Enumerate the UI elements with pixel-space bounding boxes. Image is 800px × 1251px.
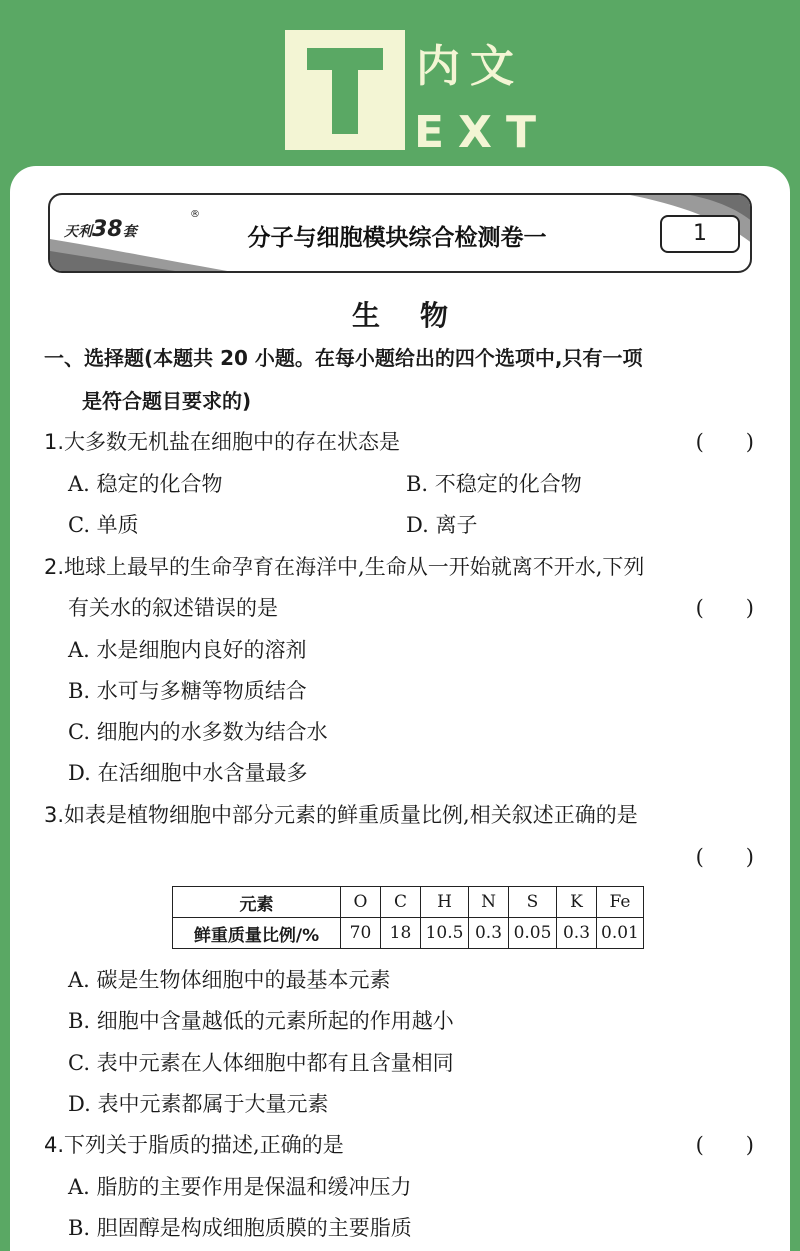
table-cell: Fe — [597, 887, 644, 918]
option-2d: D. 在活细胞中水含量最多 — [68, 761, 308, 785]
table-cell: N — [469, 887, 509, 918]
option-1a: A. 稳定的化合物 — [68, 472, 223, 496]
option-1b: B. 不稳定的化合物 — [406, 472, 582, 496]
table-cell: H — [421, 887, 469, 918]
table-cell: 18 — [381, 918, 421, 949]
registered-mark: ® — [190, 209, 200, 220]
table-header-element: 元素 — [173, 887, 341, 918]
option-2b: B. 水可与多糖等物质结合 — [68, 679, 307, 703]
answer-blank-2: ( ) — [695, 596, 754, 620]
table-cell: 0.3 — [469, 918, 509, 949]
option-1c: C. 单质 — [68, 513, 139, 537]
question-3: 3.如表是植物细胞中部分元素的鲜重质量比例,相关叙述正确的是 — [44, 803, 638, 827]
table-cell: S — [509, 887, 557, 918]
exam-banner — [48, 193, 752, 273]
option-4b: B. 胆固醇是构成细胞质膜的主要脂质 — [68, 1216, 412, 1240]
option-1d: D. 离子 — [406, 513, 478, 537]
t-logo-letter — [307, 48, 383, 70]
exam-number-badge: 1 — [660, 215, 740, 253]
table-cell: 0.05 — [509, 918, 557, 949]
option-3c: C. 表中元素在人体细胞中都有且含量相同 — [68, 1051, 454, 1075]
question-2: 2.地球上最早的生命孕育在海洋中,生命从一开始就离不开水,下列 — [44, 555, 645, 579]
t-logo-letter-stem — [332, 70, 358, 134]
option-3d: D. 表中元素都属于大量元素 — [68, 1092, 329, 1116]
brand-logo: 天利38套 — [64, 217, 137, 242]
answer-blank-1: ( ) — [695, 430, 754, 454]
section-heading: 一、选择题(本题共 20 小题。在每小题给出的四个选项中,只有一项 — [44, 346, 643, 370]
option-3a: A. 碳是生物体细胞中的最基本元素 — [68, 968, 391, 992]
table-row — [173, 918, 644, 949]
table-cell: 0.01 — [597, 918, 644, 949]
header-title-cn: 内文 — [416, 41, 524, 92]
answer-blank-4: ( ) — [695, 1133, 754, 1157]
option-4a: A. 脂肪的主要作用是保温和缓冲压力 — [68, 1175, 412, 1199]
exam-title: 分子与细胞模块综合检测卷一 — [247, 224, 547, 251]
option-2a: A. 水是细胞内良好的溶剂 — [68, 638, 307, 662]
table-cell: C — [381, 887, 421, 918]
table-cell: 10.5 — [421, 918, 469, 949]
table-cell: 70 — [341, 918, 381, 949]
answer-blank-3: ( ) — [695, 845, 754, 869]
table-cell: 0.3 — [557, 918, 597, 949]
element-ratio-table — [172, 886, 644, 949]
page-header — [0, 0, 800, 168]
table-row — [173, 887, 644, 918]
option-3b: B. 细胞中含量越低的元素所起的作用越小 — [68, 1009, 454, 1033]
table-cell: O — [341, 887, 381, 918]
option-2c: C. 细胞内的水多数为结合水 — [68, 720, 328, 744]
header-title-en: EXT — [414, 107, 550, 158]
question-2-cont: 有关水的叙述错误的是 — [68, 596, 278, 620]
question-4: 4.下列关于脂质的描述,正确的是 — [44, 1133, 344, 1157]
question-1: 1.大多数无机盐在细胞中的存在状态是 — [44, 430, 401, 454]
table-cell: K — [557, 887, 597, 918]
section-heading-cont: 是符合题目要求的) — [82, 389, 252, 413]
subject-heading: 生物 — [351, 299, 488, 332]
table-header-ratio: 鲜重质量比例/% — [173, 918, 341, 949]
